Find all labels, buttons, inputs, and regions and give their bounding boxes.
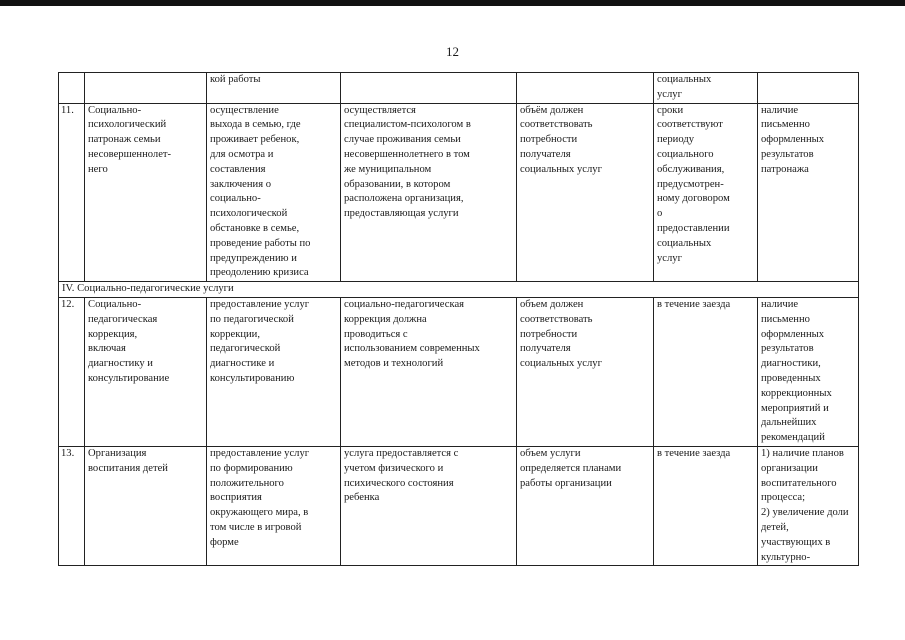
cell-text-line: услуг <box>657 88 682 100</box>
cell-text-line: Организация <box>88 447 147 459</box>
cell-text-line: воспитательного <box>761 477 837 489</box>
cell-text-line: коррекция, <box>88 328 138 340</box>
cell-text-line: социального <box>657 148 714 160</box>
cell-text-line: методов и технологий <box>344 358 444 370</box>
cell-text-line: письменно <box>761 119 810 131</box>
cell-service-name <box>85 297 207 446</box>
cell-text-line: составления <box>210 163 266 175</box>
cell-text-line: кой работы <box>210 74 261 85</box>
table-row-13 <box>59 446 859 565</box>
cell-text-line: объём должен <box>520 104 584 116</box>
cell-volume <box>517 73 654 104</box>
cell-text-line: учетом физического и <box>344 462 444 474</box>
cell-text-line: преодолению кризиса <box>210 267 309 279</box>
cell-text-line: результатов <box>761 343 814 355</box>
cell-text-line: в течение заезда <box>657 447 731 459</box>
cell-text-line: консультированию <box>210 372 295 384</box>
cell-volume <box>517 297 654 446</box>
cell-text-line: же муниципальном <box>344 163 432 175</box>
cell-number: 11. <box>59 103 85 282</box>
services-table <box>58 72 859 566</box>
cell-service-name <box>85 103 207 282</box>
cell-text-line: Социально- <box>88 298 142 310</box>
cell-service-content <box>207 73 341 104</box>
cell-text-line: проживает ребенок, <box>210 134 300 146</box>
cell-text-line: предусмотрен- <box>657 178 724 190</box>
cell-text-line: патронаж семьи <box>88 134 161 146</box>
cell-text-line: несовершеннолетнего в том <box>344 148 470 160</box>
cell-text-line: организации <box>761 462 818 474</box>
cell-text-line: выхода в семью, где <box>210 119 301 131</box>
cell-text-line: для осмотра и <box>210 148 274 160</box>
cell-text-line: предоставляющая услуги <box>344 208 459 220</box>
cell-terms <box>654 446 758 565</box>
cell-text-line: него <box>88 163 108 175</box>
cell-text-line: социальных услуг <box>520 358 602 370</box>
cell-text-line: использованием современных <box>344 343 480 355</box>
section-heading: IV. Социально-педагогические услуги <box>59 282 859 298</box>
cell-text-line: обстановке в семье, <box>210 222 300 234</box>
cell-text-line: восприятия <box>210 492 262 504</box>
cell-text-line: проводиться с <box>344 328 408 340</box>
cell-text-line: объем услуги <box>520 447 581 459</box>
cell-text-line: коррекции, <box>210 328 261 340</box>
cell-text-line: детей, <box>761 521 789 533</box>
cell-text-line: образовании, в котором <box>344 178 451 190</box>
cell-service-name <box>85 446 207 565</box>
cell-conditions <box>341 73 517 104</box>
cell-text-line: оформленных <box>761 134 825 146</box>
cell-text-line: ребенка <box>344 492 380 504</box>
cell-text-line: диагностики, <box>761 358 821 370</box>
cell-text-line: психического состояния <box>344 477 454 489</box>
cell-text-line: диагностике и <box>210 358 275 370</box>
section-heading-row <box>59 282 859 298</box>
cell-text-line: оформленных <box>761 328 825 340</box>
cell-text-line: объем должен <box>520 298 584 310</box>
cell-conditions <box>341 103 517 282</box>
cell-text-line: осуществление <box>210 104 279 116</box>
cell-volume <box>517 103 654 282</box>
cell-text-line: проведенных <box>761 372 821 384</box>
cell-text-line: услуг <box>657 252 682 264</box>
cell-quality <box>758 297 859 446</box>
page-number: 12 <box>446 44 459 59</box>
cell-text-line: предоставление услуг <box>210 298 310 310</box>
cell-text-line: несовершеннолет- <box>88 148 172 160</box>
cell-terms <box>654 103 758 282</box>
top-border-bar <box>0 0 905 6</box>
cell-text-line: участвующих в <box>761 536 831 548</box>
cell-quality <box>758 103 859 282</box>
cell-text-line: диагностику и <box>88 358 153 370</box>
cell-service-content <box>207 446 341 565</box>
cell-text-line: по педагогической <box>210 313 294 325</box>
cell-conditions <box>341 297 517 446</box>
cell-quality <box>758 73 859 104</box>
table-row-continuation <box>59 73 859 104</box>
cell-text-line: работы организации <box>520 477 612 489</box>
cell-text-line: рекомендаций <box>761 432 825 444</box>
cell-text-line: соответствуют <box>657 119 723 131</box>
cell-number <box>59 73 85 104</box>
cell-text-line: результатов <box>761 148 814 160</box>
cell-text-line: осуществляется <box>344 104 416 116</box>
cell-text-line: проведение работы по <box>210 237 311 249</box>
cell-service-content <box>207 103 341 282</box>
cell-text-line: наличие <box>761 298 799 310</box>
cell-text-line: социальных услуг <box>520 163 602 175</box>
cell-text-line: обслуживания, <box>657 163 725 175</box>
cell-text-line: случае проживания семьи <box>344 134 461 146</box>
cell-text-line: потребности <box>520 134 578 146</box>
cell-text-line: предоставление услуг <box>210 447 310 459</box>
cell-text-line: периоду <box>657 134 695 146</box>
cell-text-line: наличие <box>761 104 799 116</box>
cell-text-line: консультирование <box>88 372 170 384</box>
cell-text-line: педагогическая <box>88 313 158 325</box>
cell-text-line: включая <box>88 343 126 355</box>
cell-conditions <box>341 446 517 565</box>
cell-text-line: социально- <box>210 193 261 205</box>
cell-text-line: процесса; <box>761 492 806 504</box>
cell-text-line: социальных <box>657 74 712 85</box>
table-row-12 <box>59 297 859 446</box>
cell-text-line: письменно <box>761 313 810 325</box>
cell-number: 13. <box>59 446 85 565</box>
cell-text-line: ному договором <box>657 193 730 205</box>
cell-terms <box>654 297 758 446</box>
cell-text-line: форме <box>210 536 239 548</box>
cell-text-line: сроки <box>657 104 684 116</box>
cell-text-line: положительного <box>210 477 284 489</box>
cell-text-line: психологической <box>210 208 288 220</box>
cell-text-line: потребности <box>520 328 578 340</box>
cell-text-line: 2) увеличение доли <box>761 507 849 519</box>
cell-text-line: получателя <box>520 343 571 355</box>
cell-service-name <box>85 73 207 104</box>
cell-terms <box>654 73 758 104</box>
cell-text-line: коррекционных <box>761 387 832 399</box>
cell-text-line: по формированию <box>210 462 293 474</box>
cell-text-line: расположена организация, <box>344 193 464 205</box>
table-row-11 <box>59 103 859 282</box>
cell-text-line: психологический <box>88 119 167 131</box>
cell-text-line: предоставлении <box>657 222 730 234</box>
cell-number: 12. <box>59 297 85 446</box>
cell-text-line: воспитания детей <box>88 462 168 474</box>
cell-text-line: окружающего мира, в <box>210 507 309 519</box>
cell-service-content <box>207 297 341 446</box>
cell-text-line: социально-педагогическая <box>344 298 465 310</box>
cell-text-line: услуга предоставляется с <box>344 447 459 459</box>
cell-text-line: предупреждению и <box>210 252 297 264</box>
cell-text-line: педагогической <box>210 343 281 355</box>
cell-text-line: получателя <box>520 148 571 160</box>
cell-text-line: мероприятий и <box>761 402 829 414</box>
cell-text-line: соответствовать <box>520 119 593 131</box>
cell-text-line: специалистом-психологом в <box>344 119 471 131</box>
cell-text-line: о <box>657 208 663 220</box>
cell-text-line: 1) наличие планов <box>761 447 844 459</box>
cell-text-line: дальнейших <box>761 417 817 429</box>
cell-quality <box>758 446 859 565</box>
cell-text-line: патронажа <box>761 163 809 175</box>
cell-text-line: коррекция должна <box>344 313 427 325</box>
cell-text-line: том числе в игровой <box>210 521 302 533</box>
cell-text-line: культурно- <box>761 551 811 563</box>
cell-text-line: заключения о <box>210 178 272 190</box>
cell-volume <box>517 446 654 565</box>
cell-text-line: определяется планами <box>520 462 622 474</box>
cell-text-line: соответствовать <box>520 313 593 325</box>
cell-text-line: Социально- <box>88 104 142 116</box>
cell-text-line: в течение заезда <box>657 298 731 310</box>
cell-text-line: социальных <box>657 237 712 249</box>
